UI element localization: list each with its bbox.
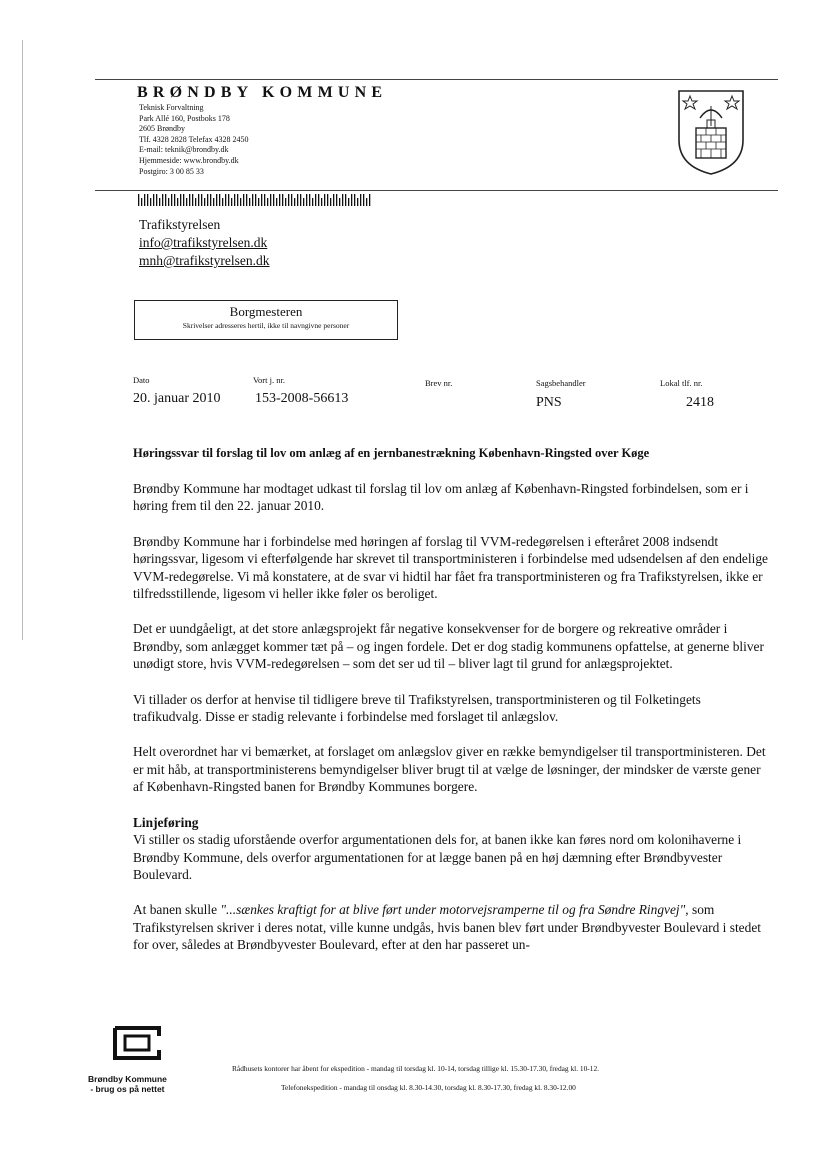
- our-ref-value: 153-2008-56613: [255, 391, 349, 406]
- section-heading: Linjeføring: [133, 814, 199, 830]
- phone-label: Lokal tlf. nr.: [660, 378, 703, 388]
- letterhead-top-rule: [95, 79, 778, 80]
- paragraph-end: , som Trafikstyrelsen skriver i deres notat, ville kunne undgås, hvis banen blev ført under Brøndbyvester Boulevard i stedet for over, således at Brøndbyvester Boulevard, efter at den har passeret un-: [133, 902, 761, 953]
- sender-line: Teknisk Forvaltning: [139, 103, 204, 112]
- postal-barcode-icon: [138, 194, 374, 206]
- organization-name: BRØNDBY KOMMUNE: [137, 84, 388, 101]
- logo-line: - brug os på nettet: [90, 1083, 165, 1094]
- coat-of-arms-icon: [676, 88, 746, 176]
- case-officer-label: Sagsbehandler: [536, 378, 586, 388]
- date-value: 20. januar 2010: [133, 391, 221, 406]
- letter-no-label: Brev nr.: [425, 378, 453, 388]
- recipient-block: [139, 216, 270, 270]
- paragraph-quote: [133, 901, 771, 953]
- sender-address-block: [139, 103, 249, 177]
- paragraph-start: At banen skulle: [133, 902, 221, 918]
- recipient-name: Trafikstyrelsen: [139, 217, 221, 232]
- footer-logo-text: [88, 1075, 167, 1094]
- sender-line: Park Allé 160, Postboks 178: [139, 113, 230, 123]
- brondby-logo-icon: [109, 1024, 165, 1062]
- sender-line: E-mail: teknik@brondby.dk: [139, 145, 229, 155]
- paragraph: Vi stiller os stadig uforstående overfor argumentationen dels for, at banen ikke kan føres nord om kolonihaverne i Brøndby Kommune, dels overfor argumentationen for at lægge banen på en høj dæmning efter Brøndbyvester Boulevard.: [133, 832, 742, 882]
- recipient-email-link[interactable]: mnh@trafikstyrelsen.dk: [139, 253, 270, 268]
- addressee-box: [134, 300, 398, 340]
- quoted-text: "...sænkes kraftigt for at blive ført under motorvejsramperne til og fra Søndre Ringvej": [220, 902, 686, 918]
- paragraph: Brøndby Kommune har modtaget udkast til forslag til lov om anlæg af København-Ringsted forbindelsen, som er i høring frem til den 22. januar 2010.: [133, 481, 749, 514]
- sender-line: Hjemmeside: www.brondby.dk: [139, 155, 239, 165]
- recipient-email-link[interactable]: info@trafikstyrelsen.dk: [139, 235, 268, 250]
- footer-phone-hours: Telefonekspedition - mandag til onsdag kl. 8.30-14.30, torsdag kl. 8.30-17.30, fredag kl. 8.30-12.00: [281, 1083, 576, 1092]
- our-ref-label: Vort j. nr.: [253, 375, 285, 385]
- paragraph: Det er uundgåeligt, at det store anlægsprojekt får negative konsekvenser for de borgere og rekreative områder i Brøndby, som anlægget kommer tæt på – og ingen fordele. Det er dog stadig kommunens opfattelse, at generne bliver unødigt store, hvis VVM-redegørelsen – som det ser ud til – bliver lagt til grund for anlægsprojektet.: [133, 621, 764, 672]
- addressee-title: Borgmesteren: [229, 304, 303, 319]
- scan-margin-line: [22, 40, 23, 640]
- letterhead-bottom-rule: [95, 190, 778, 191]
- paragraph: Helt overordnet har vi bemærket, at forslaget om anlægslov giver en række bemyndigelser til transportministeren. Det er mit håb, at transportministerens bemyndigelser bliver brugt til at vælge de løsninger, der mindsker de værste gener af København-Ringsted banen for Brøndby Kommunes borgere.: [133, 744, 766, 795]
- letter-body: [133, 480, 771, 972]
- case-officer-value: PNS: [536, 395, 562, 410]
- sender-line: Tlf. 4328 2828 Telefax 4328 2450: [139, 134, 249, 144]
- section-linjeforing: [133, 814, 771, 884]
- footer-hours: Rådhusets kontorer har åbent for ekspedition - mandag til torsdag kl. 10-14, torsdag tillige kl. 15.30-17.30, fredag kl. 10-12.: [232, 1064, 599, 1073]
- letter-heading: Høringssvar til forslag til lov om anlæg af en jernbanestrækning København-Ringsted over Køge: [133, 446, 650, 460]
- phone-value: 2418: [686, 395, 714, 410]
- sender-line: 2605 Brøndby: [139, 124, 185, 134]
- logo-line: Brøndby Kommune: [88, 1074, 167, 1084]
- paragraph: Vi tillader os derfor at henvise til tidligere breve til Trafikstyrelsen, transportministeren og til Folketingets trafikudvalg. Disse er stadig relevante i forbindelse med forslaget til anlægslov.: [133, 691, 701, 725]
- paragraph: Brøndby Kommune har i forbindelse med høringen af forslag til VVM-redegørelsen i efteråret 2008 indsendt høringssvar, ligesom vi efterfølgende har skrevet til transportministeren i forbindelse med udsendelsen af den endelige VVM-redegørelse. Vi må konstatere, at de svar vi hidtil har fået fra transportministeren og fra Trafikstyrelsen, ikke er tilfredsstillende, ligesom vi heller ikke føler os beroliget.: [133, 533, 768, 602]
- sender-line: Postgiro: 3 00 85 33: [139, 166, 204, 176]
- date-label: Dato: [133, 375, 150, 385]
- addressee-note: Skrivelser adresseres hertil, ikke til navngivne personer: [182, 321, 350, 330]
